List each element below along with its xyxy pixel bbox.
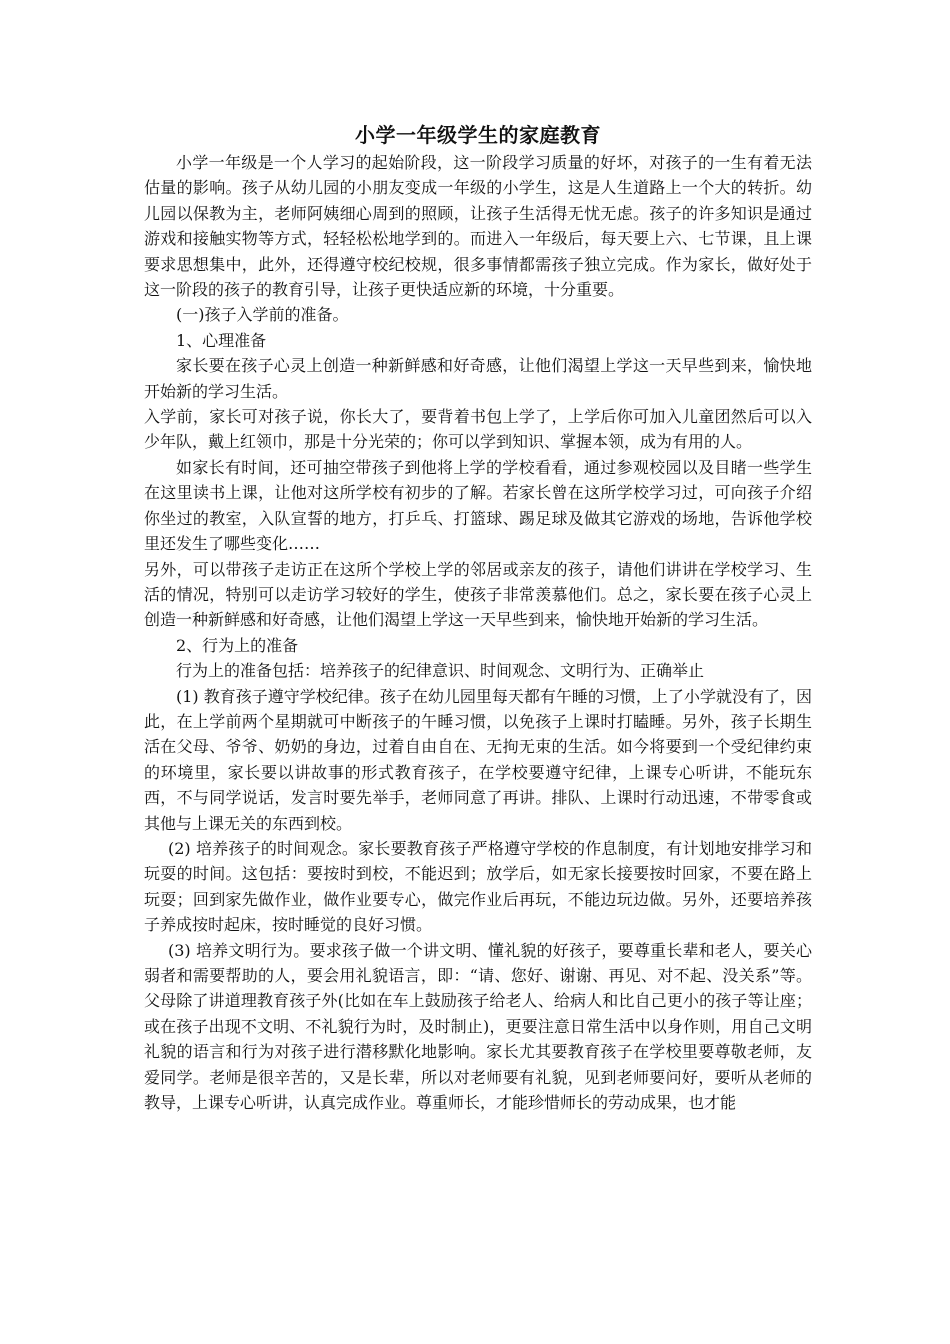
- paragraph-time-concept: (2) 培养孩子的时间观念。家长要教育孩子严格遵守学校的作息制度，有计划地安排学习和玩耍的时间。这包括：要按时到校，不能迟到；放学后，如无家长接要按时回家，不要在路上玩耍；回到家先做作业，做作业要专心，做完作业后再玩，不能边玩边做。另外，还要培养孩子养成按时起床，按时睡觉的良好习惯。: [144, 838, 812, 935]
- paragraph-visit-neighbors: 另外，可以带孩子走访正在这所个学校上学的邻居或亲友的孩子，请他们讲讲在学校学习、生活的情况，特别可以走访学习较好的学生，使孩子非常羡慕他们。总之，家长要在孩子心灵上创造一种新鲜感和好奇感，让他们渴望上学这一天早些到来，愉快地开始新的学习生活。: [144, 559, 812, 630]
- section-heading-before-school: (一)孩子入学前的准备。: [176, 305, 349, 325]
- paragraph-visit-school: 如家长有时间，还可抽空带孩子到他将上学的学校看看，通过参观校园以及目睹一些学生在这里读书上课，让他对这所学校有初步的了解。若家长曾在这所学校学习过，可向孩子介绍你坐过的教室，入队宣誓的地方，打乒乓、打篮球、踢足球及做其它游戏的场地，告诉他学校里还发生了哪些变化……: [144, 457, 812, 554]
- paragraph-curiosity: 家长要在孩子心灵上创造一种新鲜感和好奇感，让他们渴望上学这一天早些到来，愉快地开始新的学习生活。: [144, 356, 812, 401]
- intro-paragraph: 小学一年级是一个人学习的起始阶段，这一阶段学习质量的好坏，对孩子的一生有着无法估量的影响。孩子从幼儿园的小朋友变成一年级的小学生，这是人生道路上一个大的转折。幼儿园以保教为主，老师阿姨细心周到的照顾，让孩子生活得无忧无虑。孩子的许多知识是通过游戏和接触实物等方式，轻轻松松地学到的。而进入一年级后，每天要上六、七节课，且上课要求思想集中，此外，还得遵守校纪校规，很多事情都需孩子独立完成。作为家长，做好处于这一阶段的孩子的教育引导，让孩子更快适应新的环境，十分重要。: [144, 153, 812, 300]
- subheading-psychological-prep: 1、心理准备: [176, 330, 267, 350]
- paragraph-civilized-behavior: (3) 培养文明行为。要求孩子做一个讲文明、懂礼貌的好孩子，要尊重长辈和老人，要关心弱者和需要帮助的人，要会用礼貌语言，即：“请、您好、谢谢、再见、对不起、没关系”等。父母除了讲道理教育孩子外(比如在车上鼓励孩子给老人、给病人和比自己更小的孩子等让座；或在孩子出现不文明、不礼貌行为时，及时制止)，更要注意日常生活中以身作则，用自己文明礼貌的语言和行为对孩子进行潜移默化地影响。家长尤其要教育孩子在学校里要尊敬老师，友爱同学。老师是很辛苦的，又是长辈，所以对老师要有礼貌，见到老师要问好，要听从老师的教导，上课专心听讲，认真完成作业。尊重师长，才能珍惜师长的劳动成果，也才能: [144, 940, 812, 1113]
- document-page: [144, 120, 812, 1115]
- paragraph-behavior-summary: 行为上的准备包括：培养孩子的纪律意识、时间观念、文明行为、正确举止: [176, 661, 705, 681]
- paragraph-before-enrollment: 入学前，家长可对孩子说，你长大了，要背着书包上学了，上学后你可加入儿童团然后可以入少年队，戴上红领巾，那是十分光荣的；你可以学到知识、掌握本领，成为有用的人。: [144, 407, 812, 452]
- document-title: 小学一年级学生的家庭教育: [355, 123, 601, 147]
- subheading-behavior-prep: 2、行为上的准备: [176, 635, 299, 655]
- paragraph-discipline: (1) 教育孩子遵守学校纪律。孩子在幼儿园里每天都有午睡的习惯，上了小学就没有了，因此，在上学前两个星期就可中断孩子的午睡习惯，以免孩子上课时打瞌睡。另外，孩子长期生活在父母、爷爷、奶奶的身边，过着自由自在、无拘无束的生活。如今将要到一个受纪律约束的环境里，家长要以讲故事的形式教育孩子，在学校要遵守纪律，上课专心听讲，不能玩东西，不与同学说话，发言时要先举手，老师同意了再讲。排队、上课时行动迅速，不带零食或其他与上课无关的东西到校。: [144, 686, 812, 833]
